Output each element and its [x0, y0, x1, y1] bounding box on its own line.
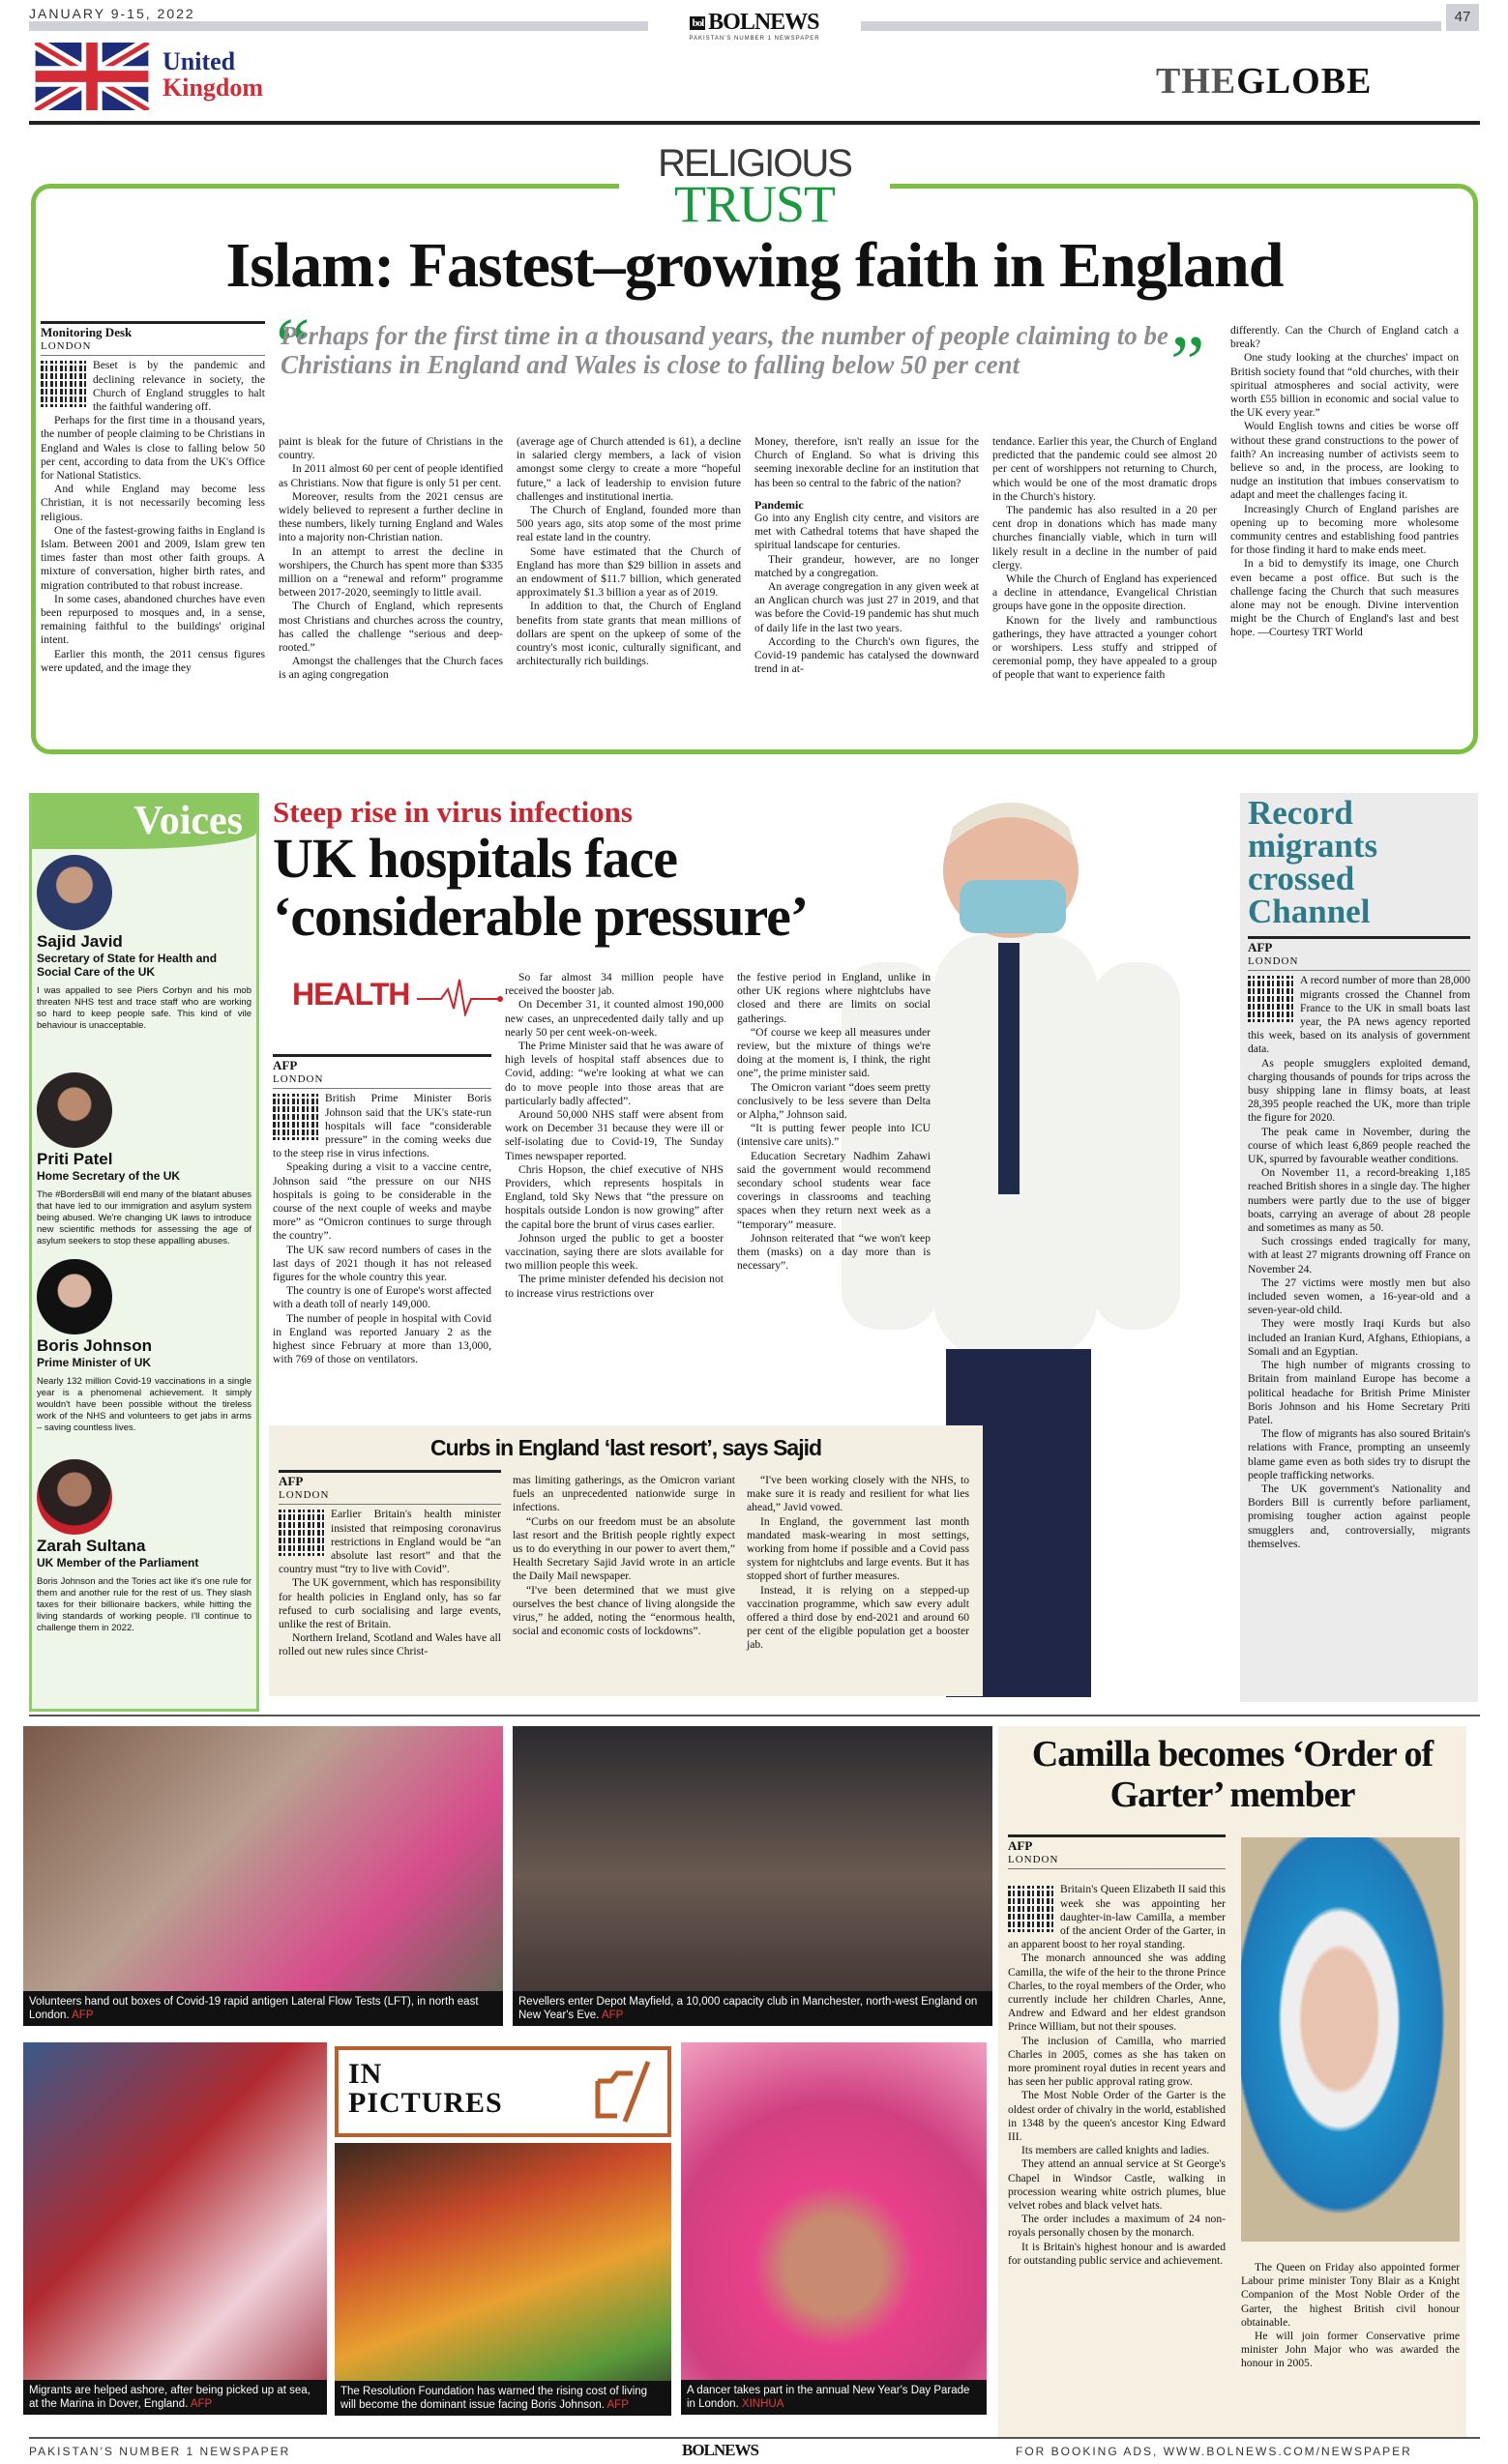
masthead-tagline: PAKISTAN'S NUMBER 1 NEWSPAPER [689, 36, 820, 42]
country-label: United Kingdom [163, 47, 264, 102]
lead-column-6: differently. Can the Church of England catch a break? One study looking at the churches' impact on British society found that “old churches, with their spiritual atmospheres and social activity, were worth £55 billion in economic and social value to the UK every year.” Would English towns and cities be worse off without these grand constructions to the power of faith? An increasing number of activists seem to believe so and, in the process, are looking to nudge an institution that imbues conservatism to adapt and meet the challenges facing it. Increasingly Church of England parishes are opening up to becoming more wholesome community centres and establishing food pantries for those finding it hard to make ends meet. In a bid to demystify its image, one Church even became a post office. But such is the challenge facing the Church that such measures alone may not be enough. Divine intervention might be the Church of England's last and best hope. —Courtesy TRT World [1230, 324, 1459, 639]
issue-date: JANUARY 9-15, 2022 [29, 6, 195, 21]
photo-market [335, 2143, 671, 2416]
page-number: 47 [1446, 4, 1479, 31]
header-band-left [29, 21, 648, 31]
lead-column-5: tendance. Earlier this year, the Church of England predicted that the pandemic could see almost 20 per cent of worshippers not returning to Church, which would be one of the most dramatic drops in the Church's history. The pandemic has also resulted in a 20 per cent drop in donations which has made many churches financially viable, which in turn will likely result in a decline in the number of paid clergy. While the Church of England has experienced a decline in attendance, Evangelical Christian groups have gone in the opposite direction. Known for the lively and rambunctious gatherings, they have attracted a younger cohort or worshipers. Less stuffy and stripped of ceremonial pomp, they have appealed to a group of people that want to experience faith [992, 435, 1217, 682]
avatar [37, 855, 112, 930]
lead-column-3: (average age of Church attended is 61), a decline in salaried clergy members, a lack of vision amongst some clergy to create a more “hopeful future,” a lack of leadership to envision future challenges and institutional inertia. The Church of England, founded more than 500 years ago, sits atop some of the most prime real estate land in the country. Some have estimated that the Church of England has more than $29 billion in assets and an endowment of $11.7 billion, which generated approximately $1.3 billion a year as of 2019. In addition to that, the Church of England benefits from state grants that mean millions of dollars are spent on the upkeep of some of the country's most iconic, culturally significant, and architecturally rich buildings. [517, 435, 741, 668]
qr-code-icon[interactable] [273, 1094, 319, 1140]
photo-migrants [23, 2042, 327, 2415]
hospitals-column-1: AFP LONDON British Prime Minister Boris Johnson said that the UK's state-run hospitals will face “considerable pressure” in the coming weeks due to the steep rise in virus infections. Speaking during a visit to a vaccine centre, Johnson said “the pressure on our NHS hospitals is going to be considerable in the course of the next couple of weeks and maybe more” as “Omicron continues to surge through the country”. The UK saw record numbers of cases in the last days of 2021 though it has not released figures for the whole country this year. The country is one of Europe's worst affected with a death toll of nearly 149,000. The number of people in hospital with Covid in England was reported January 2 as the highest since February at more than 13,000, with 769 of those on ventilators. [273, 1054, 491, 1366]
migrants-headline: Record migrants crossed Channel [1248, 794, 1378, 930]
lead-headline: Islam: Fastest–growing faith in England [225, 230, 1284, 301]
lead-column-4: Money, therefore, isn't really an issue for the Church of England. So what is driving this seeming inexorable decline for an institution that has been so central to the fabric of the nation? Pandemic Go into any English city centre, and visitors are met with Cathedral totems that have shaped the spiritual landscape for centuries. Their grandeur, however, are no longer matched by a congregation. An average congregation in any given week at an Anglican church was just 27 in 2019, and that was before the Covid-19 pandemic has shut much of daily life in the last two years. According to the Church's own figures, the Covid-19 pandemic has catalysed the downward trend in at- [754, 435, 979, 676]
section-divider [29, 1715, 1480, 1716]
footer-divider [29, 2437, 1480, 2439]
lead-column-2: paint is bleak for the future of Christians in the country. In 2011 almost 60 per cent of people identified as Christians. Now that figure is only 51 per cent. Moreover, results from the 2021 census are widely believed to represent a further decline in these numbers, likely turning England and Wales into a majority non-Christian nation. In an attempt to arrest the decline in worshipers, the Church has spent more than $335 million on a “renewal and reform” programme between 2017-2020, seemingly to little avail. The Church of England, which represents most Christians and churches across the country, has called the challenge “serious and deep-rooted.” Amongst the challenges that the Church faces is an aging congregation [279, 435, 503, 682]
header-band-right [861, 21, 1441, 31]
bol-logo-icon: bol [692, 17, 704, 30]
byline: AFP LONDON [273, 1054, 491, 1089]
photo-caption: Revellers enter Depot Mayfield, a 10,000 capacity club in Manchester, north-west England on New Year's Eve. AFP [513, 1991, 992, 2026]
section-title: THEGLOBE [1156, 61, 1373, 102]
in-pictures-label: IN PICTURES [335, 2046, 671, 2137]
voice-item: Boris Johnson Prime Minister of UK Nearly 132 million Covid-19 vaccinations in a single year is a phenomenal achievement. It simply wouldn't have been possible without the tireless work of the NHS and volunteers to get jabs in arms – saving countless lives. [32, 1253, 256, 1440]
curbs-story-box [269, 1425, 983, 1696]
avatar [37, 1259, 112, 1335]
avatar [37, 1072, 112, 1148]
curbs-column-2: mas limiting gatherings, as the Omicron variant fuels an unprecedented nationwide surge in infections. “Curbs on our freedom must be an absolute last resort and the British people rightly expect us to do everything in our power to avert them,” Health Secretary Sajid Javid wrote in an article the Daily Mail newspaper. “I've been determined that we must give ourselves the best chance of living alongside the virus,” he added, noting the “enormous health, social and economic costs of lockdowns”. [513, 1474, 735, 1638]
photo-caption: Migrants are helped ashore, after being picked up at sea, at the Marina in Dover, England. AFP [23, 2380, 327, 2415]
migrants-story-box [1240, 793, 1478, 1702]
qr-code-icon[interactable] [41, 361, 87, 407]
photo-revellers [513, 1726, 992, 2026]
photo-volunteers [23, 1726, 503, 2026]
hospitals-kicker: Steep rise in virus infections [273, 795, 633, 829]
camilla-headline: Camilla becomes ‘Order of Garter’ member [1031, 1734, 1434, 1815]
camilla-photo [1241, 1837, 1460, 2242]
header-divider [29, 121, 1480, 125]
byline: AFP LONDON [1248, 936, 1470, 971]
hospitals-column-3: the festive period in England, unlike in other UK regions where nightclubs have closed and there are limits on social gatherings. “Of course we keep all measures under review, but the mixture of things we're doing at the moment is, I think, the right one”, the prime minister said. The Omicron variant “does seem pretty conclusively to be less severe than Delta or Alpha,” Johnson said. “It is putting fewer people into ICU (intensive care units).” Education Secretary Nadhim Zahawi said the government would recommend secondary school students wear face coverings in classrooms and teaching spaces when they return next week as a “temporary” measure. Johnson reiterated that “we won't keep them (masks) on a day more than is necessary”. [737, 971, 931, 1273]
photo-caption: A dancer takes part in the annual New Year's Day Parade in London. XINHUA [681, 2380, 987, 2415]
curbs-column-1: AFP LONDON Earlier Britain's health minister insisted that reimposing coronavirus restrictions in England would be “an absolute last resort” and that the country must “try to live with Covid”. The UK government, which has responsibility for health policies in England only, has so far refused to curb socialising and large events, unlike the rest of Britain. Northern Ireland, Scotland and Wales have all rolled out new rules since Christ- [279, 1470, 501, 1659]
voice-item: Priti Patel Home Secretary of the UK The #BordersBill will end many of the blatant abuses that have led to our immigration and asylum system being abused. We're changing UK laws to introduce new scientific methods for assessing the age of asylum seekers to stop these appalling abuses. [32, 1067, 256, 1253]
voice-item: Zarah Sultana UK Member of the Parliament Boris Johnson and the Tories act like it's one rule for them and another rule for the rest of us. They slash taxes for their billionaire backers, while hitting the living standards of working people. I'll continue to challenge them in 2022. [32, 1453, 256, 1640]
photo-dancer [681, 2042, 987, 2415]
photo-caption: The Resolution Foundation has warned the rising cost of living will become the dominant issue facing Boris Johnson. AFP [335, 2381, 671, 2416]
qr-code-icon[interactable] [279, 1510, 325, 1556]
uk-flag-icon [34, 43, 150, 110]
quote-open-icon: “ [276, 304, 310, 389]
byline: AFP LONDON [1008, 1834, 1226, 1869]
lead-column-1: Monitoring Desk LONDON Beset is by the pandemic and declining relevance in society, the Church of England struggles to halt the faithful wandering off. Perhaps for the first time in a thousand years, the number of people claiming to be Christians in England and Wales is close to falling below 50 per cent, according to data from the UK's Office for National Statistics. And while England may become less Christian, it is not necessarily becoming less religious. One of the fastest-growing faiths in England is Islam. Between 2001 and 2009, Islam grew ten times faster than most other faith groups. A mixture of conversation, higher birth rates, and migration contributed to that robust increase. In some cases, abandoned churches have even been repurposed to mosques and, in a sense, remaining faithful to the buildings' original intent. Earlier this month, the 2011 census figures were updated, and the image they [41, 321, 265, 675]
byline: Monitoring Desk LONDON [41, 321, 265, 356]
footer-tagline: PAKISTAN'S NUMBER 1 NEWSPAPER [29, 2445, 291, 2458]
hospitals-headline: UK hospitals face ‘considerable pressure’ [273, 827, 809, 948]
photo-caption: Volunteers hand out boxes of Covid-19 rapid antigen Lateral Flow Tests (LFT), in north east London. AFP [23, 1991, 503, 2026]
qr-code-icon[interactable] [1248, 976, 1294, 1022]
footer-logo: BOLNEWS [682, 2441, 758, 2459]
heartbeat-icon [417, 978, 504, 1016]
masthead-logo: bol BOLNEWS [692, 10, 819, 35]
avatar [37, 1459, 112, 1535]
religious-trust-label: RELIGIOUS TRUST [619, 145, 890, 226]
migrants-body: AFP LONDON A record number of more than 28,000 migrants crossed the Channel from France to the UK in small boats last year, the PA news agency reported this week, based on its analysis of government data. As people smugglers exploited demand, charging thousands of pounds for trips across the busy shipping lane in flimsy boats, at least 28,395 people reached the UK, more than triple the figure for 2020. The peak came in November, during the course of which least 6,869 people reached the UK, spurred by favourable weather conditions. On November 11, a record-breaking 1,185 reached British shores in a single day. The higher numbers were partly due to the use of bigger boats, carrying an average of about 28 people and sometimes as many as 50. Such crossings ended tragically for many, with at least 27 migrants drowning off France on November 24. The 27 victims were mostly men but also included seven women, a 16-year-old and a seven-year-old child. They were mostly Iraqi Kurds but also included an Iranian Kurd, Afghans, Ethiopians, a Somali and an Egyptian. The high number of migrants crossing to Britain from mainland Europe has become a political headache for British Prime Minister Boris Johnson and his Home Secretary Priti Patel. The flow of migrants has also soured Britain's relations with France, prompting an unseemly blame game even as both sides try to disrupt the people trafficking networks. The UK government's Nationality and Borders Bill is currently before parliament, promising tougher action against people smugglers and, controversially, migrants themselves. [1240, 932, 1478, 1555]
hospitals-column-2: So far almost 34 million people have received the booster jab. On December 31, it counted almost 190,000 new cases, an unprecedented daily tally and up nearly 50 per cent week-on-week. The Prime Minister said that he was aware of high levels of hospital staff absences due to Covid, adding: “we're looking at what we can do to move people into those areas that are particularly badly affected”. Around 50,000 NHS staff were absent from work on December 31 because they were ill or self-isolating due to Covid-19, The Sunday Times newspaper reported. Chris Hopson, the chief executive of NHS Providers, which represents hospitals in England, told Sky News that “the pressure on hospitals outside London is now growing” after the capital bore the brunt of virus cases earlier. Johnson urged the public to get a booster vaccination, saying there are slots available for two million people this week. The prime minister defended his decision not to increase virus restrictions over [505, 971, 724, 1300]
qr-code-icon[interactable] [1008, 1886, 1054, 1932]
subhead-pandemic: Pandemic [754, 497, 804, 512]
masthead [667, 10, 842, 42]
voices-sidebar [29, 793, 259, 1712]
curbs-headline: Curbs in England ‘last resort’, says Sajid [429, 1435, 822, 1460]
footer-ads-link[interactable]: FOR BOOKING ADS, WWW.BOLNEWS.COM/NEWSPAPER [1016, 2445, 1412, 2458]
camilla-column-1: AFP LONDON Britain's Queen Elizabeth II said this week she was appointing her daughter-in-law Camilla, a member of the ancient Order of the Garter, in an apparent boost to her royal standing. The monarch announced she was adding Camilla, the wife of the heir to the throne Prince Charles, to the royal members of the Order, who currently include her children Charles, Anne, Andrew and Edward and her eldest grandson Prince William, but not their spouses. The inclusion of Camilla, who married Charles in 2005, comes as she has taken on more prominent royal duties in recent years and has seen her public approval rating grow. The Most Noble Order of the Garter is the oldest order of chivalry in the world, established in 1348 by the queen's ancestor King Edward III. Its members are called knights and ladies. They attend an annual service at St George's Chapel in Windsor Castle, walking in procession wearing white ostrich plumes, blue velvet robes and black velvet hats. The order includes a maximum of 24 non-royals personally chosen by the monarch. It is Britain's highest honour and is awarded for outstanding public service and achievement. [1008, 1834, 1226, 2268]
health-label: HEALTH [292, 977, 504, 1016]
camilla-column-2: The Queen on Friday also appointed former Labour prime minister Tony Blair as a Knight Companion of the Most Noble Order of the Garter, the highest British civil honour obtainable. He will join former Conservative prime minister John Major who was awarded the honour in 2005. [1241, 2261, 1460, 2370]
pull-quote: Perhaps for the first time in a thousand years, the number of people claiming to be Christians in England and Wales is close to falling below 50 per cent [281, 321, 1169, 379]
camera-icon [590, 2058, 658, 2126]
voices-title: Voices [32, 793, 256, 849]
byline: AFP LONDON [279, 1470, 501, 1505]
camilla-story-box [998, 1726, 1466, 2437]
curbs-column-3: “I've been working closely with the NHS, to make sure it is ready and resilient for what lies ahead,” Javid vowed. In England, the government last month mandated mask-wearing in most settings, working from home if possible and a Covid pass system for nightclubs and large events. But it has stopped short of further measures. Instead, it is relying on a stepped-up vaccination programme, which saw every adult offered a third dose by end-2021 and around 60 per cent of the eligible population get a booster jab. [747, 1474, 969, 1652]
quote-close-icon: ” [1170, 321, 1205, 406]
voice-item: Sajid Javid Secretary of State for Health and Social Care of the UK I was appalled to see Piers Corbyn and his mob threaten NHS test and trace staff who are working so hard to keep people safe. This kind of vile behaviour is unacceptable. [32, 849, 256, 1038]
